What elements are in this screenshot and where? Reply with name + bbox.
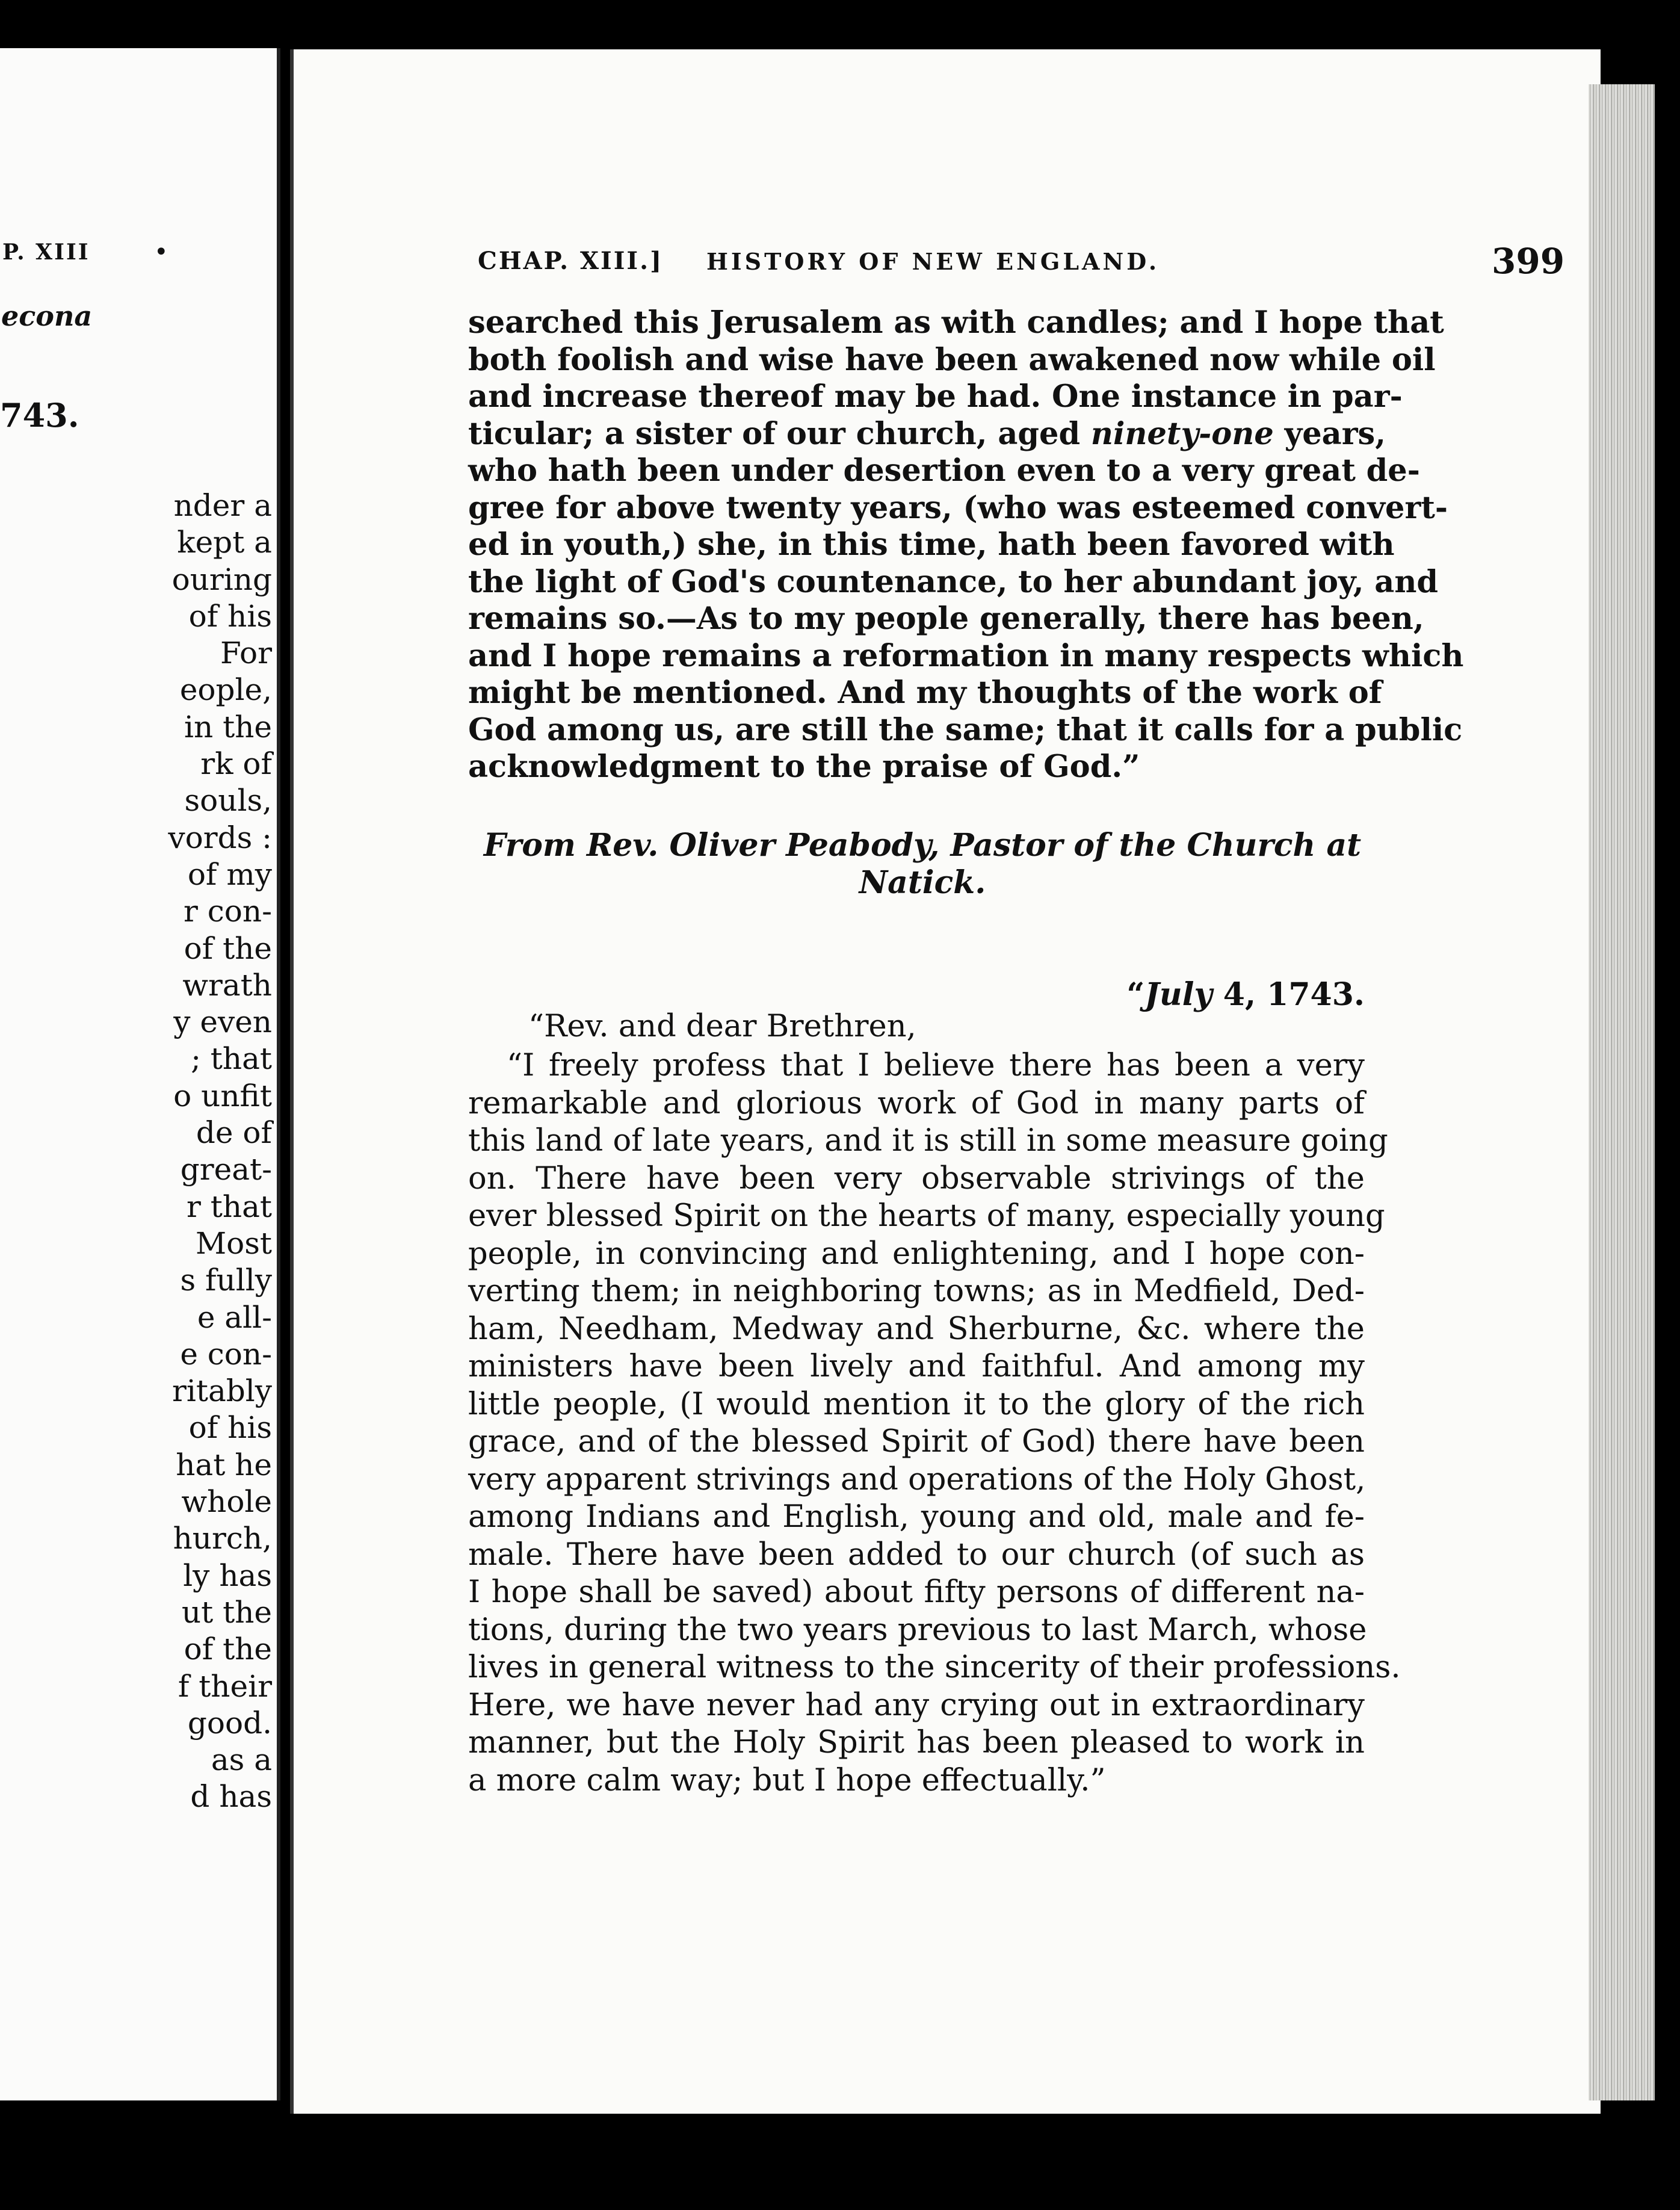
left-text-line: of my (187, 856, 272, 892)
chapter-label: CHAP. XIII.] (478, 247, 663, 275)
page-number: 399 (1492, 241, 1565, 282)
left-text-line: of his (188, 598, 272, 634)
date-month: July (1144, 976, 1212, 1013)
left-text-line: hat he (176, 1447, 272, 1482)
text-line: and increase thereof may be had. One instance in par- (468, 379, 1403, 415)
text-line: might be mentioned. And my thoughts of the work of (468, 675, 1382, 711)
text-line: I hope shall be saved) about fifty persons of different na- (468, 1574, 1365, 1610)
left-text-line: ly has (183, 1558, 272, 1593)
left-text-line: kept a (177, 525, 272, 560)
text-line (468, 415, 1386, 453)
text-line: little people, (I would mention it to the glory of the rich (468, 1386, 1365, 1422)
text-line: remains so.—As to my people generally, there has been, (468, 601, 1424, 637)
text-line: very apparent strivings and operations of the Holy Ghost, (468, 1461, 1366, 1497)
left-text-line: e con- (180, 1336, 272, 1372)
left-text-line: great- (180, 1152, 272, 1187)
left-text-line: in the (184, 709, 272, 744)
text-line: the light of God's countenance, to her abundant joy, and (468, 563, 1439, 600)
text-line: male. There have been added to our church (of such as (468, 1537, 1365, 1573)
text-line: manner, but the Holy Spirit has been pleased to work in (468, 1725, 1365, 1760)
date-quote: “ (1126, 976, 1145, 1013)
text-line: verting them; in neighboring towns; as in Medfield, Ded- (468, 1274, 1365, 1309)
date-rest: 4, 1743. (1223, 976, 1365, 1013)
left-text-line: ; that (191, 1041, 272, 1077)
left-text-line: ritably (171, 1373, 272, 1409)
text-line: remarkable and glorious work of God in many parts of (468, 1085, 1365, 1121)
right-page (290, 49, 1601, 2114)
left-subhead: econa (1, 300, 93, 332)
page-edges (1589, 84, 1655, 2100)
text-segment: ticular; a sister of our church, aged (468, 415, 1081, 452)
left-text-line: r con- (184, 894, 272, 929)
text-line: ever blessed Spirit on the hearts of many, especially young (468, 1198, 1385, 1234)
left-text-line: as a (211, 1742, 272, 1778)
text-line: grace, and of the blessed Spirit of God) there have been (468, 1424, 1365, 1459)
left-header-dot: • (154, 238, 168, 266)
left-text-line: of his (188, 1410, 272, 1446)
left-text-line: s fully (180, 1263, 272, 1298)
left-text-line: y even (173, 1004, 272, 1040)
left-text-line: For (220, 636, 272, 671)
left-text-line: e all- (197, 1299, 272, 1335)
left-page-fragment (0, 48, 280, 2100)
text-line: gree for above twenty years, (who was esteemed convert- (468, 489, 1448, 526)
text-line: “I freely profess that I believe there has been a very (507, 1048, 1365, 1083)
letter-continuation (468, 305, 1464, 786)
text-line: a more calm way; but I hope effectually.” (468, 1762, 1106, 1798)
heading-line: Natick. (859, 864, 986, 901)
left-text-line: eople, (179, 672, 272, 708)
left-text-line: whole (181, 1484, 272, 1520)
left-year: 743. (0, 396, 79, 435)
left-text-line: hurch, (173, 1521, 272, 1556)
left-text-line: Most (195, 1225, 272, 1261)
letter-heading (474, 827, 1371, 902)
left-text-line: o unfit (173, 1078, 272, 1113)
running-title: HISTORY OF NEW ENGLAND. (706, 248, 1160, 275)
left-text-line: ut the (181, 1594, 272, 1630)
italic-phrase: ninety-one (1090, 415, 1274, 452)
left-running-header: P. XIII (2, 240, 90, 265)
text-line: ed in youth,) she, in this time, hath been favored with (468, 527, 1395, 563)
left-text-line: d has (190, 1779, 272, 1815)
text-line: and I hope remains a reformation in many respects which (468, 637, 1464, 674)
left-text-column (91, 488, 272, 1816)
text-line: on. There have been very observable strivings of the (468, 1160, 1365, 1196)
left-text-line: f their (178, 1668, 272, 1704)
text-line: searched this Jerusalem as with candles; and I hope that (468, 305, 1444, 341)
text-line: ministers have been lively and faithful. And among my (468, 1349, 1365, 1384)
text-line: among Indians and English, young and old, male and fe- (468, 1499, 1365, 1535)
text-line: who hath been under desertion even to a very great de- (468, 453, 1420, 489)
text-line: people, in convincing and enlightening, and I hope con- (468, 1236, 1365, 1272)
left-text-line: nder a (173, 488, 272, 523)
running-header (478, 241, 1601, 295)
left-text-line: ouring (171, 562, 272, 597)
text-line: Here, we have never had any crying out in extraordinary (468, 1687, 1365, 1723)
left-text-line: good. (187, 1705, 272, 1741)
text-line: this land of late years, and it is still in some measure going (468, 1123, 1388, 1159)
text-line: acknowledgment to the praise of God.” (468, 749, 1140, 785)
left-text-line: de of (196, 1115, 272, 1151)
heading-line: From Rev. Oliver Peabody, Pastor of the Church at (483, 827, 1362, 864)
left-text-line: souls, (184, 783, 272, 819)
left-text-line: wrath (182, 967, 272, 1003)
letter-date (1076, 976, 1365, 1013)
text-line: tions, during the two years previous to last March, whose (468, 1612, 1367, 1648)
left-text-line: of the (184, 930, 272, 966)
salutation: “Rev. and dear Brethren, (528, 1009, 916, 1044)
peabody-letter-body (468, 1047, 1401, 1800)
text-line: ham, Needham, Medway and Sherburne, &c. where the (468, 1311, 1365, 1347)
left-text-line: r that (187, 1189, 272, 1224)
text-segment: years, (1284, 415, 1386, 452)
left-text-line: vords : (168, 820, 272, 855)
left-text-line: of the (184, 1632, 272, 1667)
text-line: both foolish and wise have been awakened now while oil (468, 341, 1436, 378)
text-line: God among us, are still the same; that it calls for a public (468, 711, 1463, 748)
left-text-line: rk of (200, 746, 272, 782)
text-line: lives in general witness to the sincerity of their professions. (468, 1650, 1401, 1685)
